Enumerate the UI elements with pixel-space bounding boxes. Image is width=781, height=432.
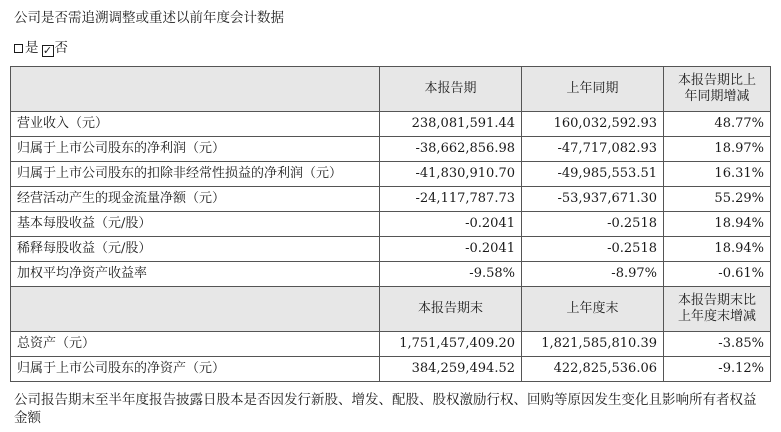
row-current: 1,751,457,409.20 bbox=[380, 332, 522, 357]
header-current-period: 本报告期 bbox=[380, 67, 522, 112]
table-row bbox=[11, 187, 771, 212]
table-row bbox=[11, 137, 771, 162]
subheader-period-end: 本报告期末 bbox=[380, 287, 522, 332]
no-label: 否 bbox=[54, 40, 68, 56]
row-label: 营业收入（元） bbox=[11, 112, 380, 137]
row-label: 归属于上市公司股东的净资产（元） bbox=[11, 357, 380, 382]
check-mark-icon: ✓ bbox=[42, 44, 53, 57]
table-row bbox=[11, 112, 771, 137]
subheader-blank bbox=[11, 287, 380, 332]
row-change: -3.85% bbox=[664, 332, 771, 357]
section-heading: 公司是否需追溯调整或重述以前年度会计数据 bbox=[14, 10, 284, 26]
no-checkbox-checked[interactable] bbox=[42, 45, 54, 57]
row-previous: -0.2518 bbox=[522, 212, 664, 237]
row-label: 加权平均净资产收益率 bbox=[11, 262, 380, 287]
row-previous: -53,937,671.30 bbox=[522, 187, 664, 212]
footnote-text: 公司报告期末至半年度报告披露日股本是否因发行新股、增发、配股、股权激励行权、回购等原因发生变化且影响所有者权益金额 bbox=[14, 392, 757, 426]
row-previous: 160,032,592.93 bbox=[522, 112, 664, 137]
table-header-row bbox=[11, 67, 771, 112]
row-change: 48.77% bbox=[664, 112, 771, 137]
row-current: -0.2041 bbox=[380, 212, 522, 237]
header-prior-period: 上年同期 bbox=[522, 67, 664, 112]
row-change: -0.61% bbox=[664, 262, 771, 287]
subheader-change-line1: 本报告期末比 bbox=[677, 293, 756, 308]
row-change: 18.97% bbox=[664, 137, 771, 162]
row-current: -38,662,856.98 bbox=[380, 137, 522, 162]
row-previous: 422,825,536.06 bbox=[522, 357, 664, 382]
row-change: -9.12% bbox=[664, 357, 771, 382]
table-row bbox=[11, 162, 771, 187]
row-current: -0.2041 bbox=[380, 237, 522, 262]
row-change: 18.94% bbox=[664, 237, 771, 262]
header-change-line2: 年同期增减 bbox=[684, 89, 750, 104]
restatement-choice bbox=[14, 38, 68, 58]
header-blank bbox=[11, 67, 380, 112]
yes-label: 是 bbox=[25, 40, 39, 56]
subheader-prior-year-end: 上年度末 bbox=[522, 287, 664, 332]
row-previous: -8.97% bbox=[522, 262, 664, 287]
row-current: 238,081,591.44 bbox=[380, 112, 522, 137]
row-label: 稀释每股收益（元/股） bbox=[11, 237, 380, 262]
row-change: 16.31% bbox=[664, 162, 771, 187]
row-change: 55.29% bbox=[664, 187, 771, 212]
row-previous: -0.2518 bbox=[522, 237, 664, 262]
row-previous: -49,985,553.51 bbox=[522, 162, 664, 187]
row-label: 基本每股收益（元/股） bbox=[11, 212, 380, 237]
subheader-change-line2: 上年度末增减 bbox=[677, 309, 756, 324]
row-label: 经营活动产生的现金流量净额（元） bbox=[11, 187, 380, 212]
row-change: 18.94% bbox=[664, 212, 771, 237]
row-current: -9.58% bbox=[380, 262, 522, 287]
table-subheader-row bbox=[11, 287, 771, 332]
table-row bbox=[11, 262, 771, 287]
key-financial-data-table bbox=[10, 66, 771, 382]
header-change bbox=[664, 67, 771, 112]
table-row bbox=[11, 237, 771, 262]
row-label: 总资产（元） bbox=[11, 332, 380, 357]
row-current: 384,259,494.52 bbox=[380, 357, 522, 382]
table-row bbox=[11, 332, 771, 357]
row-label: 归属于上市公司股东的扣除非经常性损益的净利润（元） bbox=[11, 162, 380, 187]
row-previous: -47,717,082.93 bbox=[522, 137, 664, 162]
row-current: -24,117,787.73 bbox=[380, 187, 522, 212]
row-current: -41,830,910.70 bbox=[380, 162, 522, 187]
row-previous: 1,821,585,810.39 bbox=[522, 332, 664, 357]
row-label: 归属于上市公司股东的净利润（元） bbox=[11, 137, 380, 162]
table-row bbox=[11, 357, 771, 382]
yes-checkbox[interactable] bbox=[14, 44, 23, 53]
subheader-change bbox=[664, 287, 771, 332]
header-change-line1: 本报告期比上 bbox=[677, 73, 756, 88]
table-row bbox=[11, 212, 771, 237]
